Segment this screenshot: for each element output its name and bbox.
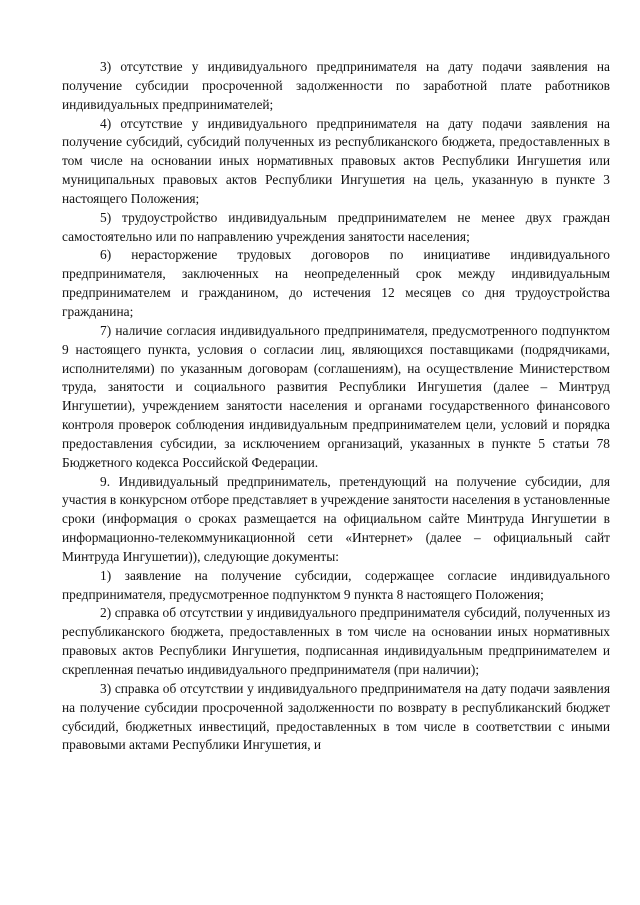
paragraph-item-7: 7) наличие согласия индивидуального предпринимателя, предусмотренного подпунктом 9 настоящего пункта, условия о согласии лиц, являющихся поставщиками (подрядчиками, исполнителями) по указанным договорам (соглашениям), на осуществление Министерством труда, занятости и социального развития Республики Ингушетия (далее – Минтруд Ингушетии), учреждением занятости населения и органами государственного финансового контроля проверок соблюдения индивидуальным предпринимателем цели, условий и порядка предоставления субсидии, за исключением организаций, указанных в пункте 5 статьи 78 Бюджетного кодекса Российской Федерации. bbox=[62, 322, 610, 470]
paragraph-item-4: 4) отсутствие у индивидуального предпринимателя на дату подачи заявления на получение субсидий, субсидий полученных из республиканского бюджета, предоставленных в том числе на основании иных нормативных правовых актов Республики Ингушетия или муниципальных правовых актов Республики Ингушетия на цель, указанную в пункте 3 настоящего Положения; bbox=[62, 115, 610, 206]
paragraph-item-3: 3) отсутствие у индивидуального предпринимателя на дату подачи заявления на получение субсидии просроченной задолженности по заработной плате работников индивидуальных предпринимателей; bbox=[62, 59, 610, 112]
paragraph-document-1: 1) заявление на получение субсидии, содержащее согласие индивидуального предпринимателя, предусмотренное подпунктом 9 пункта 8 настоящего Положения; bbox=[62, 567, 610, 602]
paragraph-item-5: 5) трудоустройство индивидуальным предпринимателем не менее двух граждан самостоятельно или по направлению учреждения занятости населения; bbox=[62, 209, 610, 244]
document-page bbox=[62, 58, 610, 755]
paragraph-document-2: 2) справка об отсутствии у индивидуального предпринимателя субсидий, полученных из республиканского бюджета, предоставленных в том числе на основании иных нормативных правовых актов Республики Ингушетия, подписанная индивидуальным предпринимателем и скрепленная печатью индивидуального предпринимателя (при наличии); bbox=[62, 605, 610, 677]
paragraph-item-6: 6) нерасторжение трудовых договоров по инициативе индивидуального предпринимателя, заключенных на неопределенный срок между индивидуальным предпринимателем и гражданином, до истечения 12 месяцев со дня трудоустройства гражданина; bbox=[62, 247, 610, 319]
paragraph-document-3: 3) справка об отсутствии у индивидуального предпринимателя на дату подачи заявления на получение субсидии просроченной задолженности по возврату в республиканский бюджет субсидий, бюджетных инвестиций, предоставленных в том числе в соответствии с иными правовыми актами Республики Ингушетия, и bbox=[62, 680, 610, 753]
paragraph-section-9: 9. Индивидуальный предприниматель, претендующий на получение субсидии, для участия в конкурсном отборе представляет в учреждение занятости населения в установленные сроки (информация о сроках размещается на официальном сайте Минтруда Ингушетии в информационно-телекоммуникационной сети «Интернет» (далее – официальный сайт Минтруда Ингушетии)), следующие документы: bbox=[62, 473, 610, 564]
